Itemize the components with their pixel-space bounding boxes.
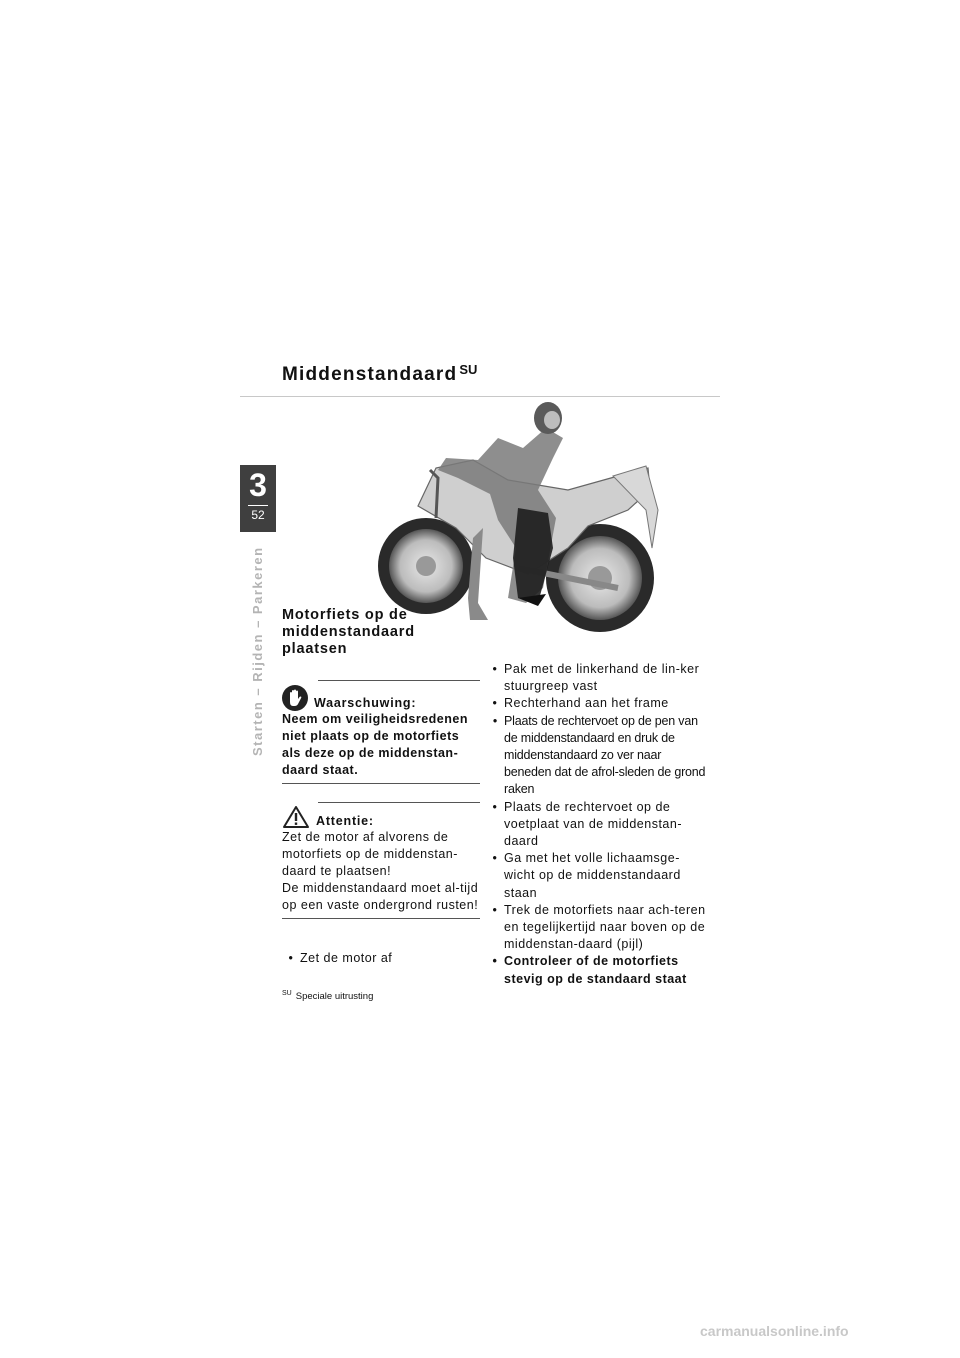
warning-text: Neem om veiligheidsredenen niet plaats op de motorfiets als deze op de middenstan-daard staat. xyxy=(282,712,468,777)
chapter-divider xyxy=(248,505,268,506)
warning-box xyxy=(282,680,480,784)
step-text: Rechterhand aan het frame xyxy=(504,696,669,711)
step-text: Plaats de rechtervoet op de voetplaat van de middenstan-daard xyxy=(504,799,682,849)
bullet: • xyxy=(288,951,294,965)
bullet: • xyxy=(492,799,498,814)
bullet: • xyxy=(492,696,498,711)
list-item xyxy=(486,902,706,954)
list-item xyxy=(486,713,706,799)
left-step-text: Zet de motor af xyxy=(300,951,393,965)
step-text: Plaats de rechtervoet op de pen van de middenstandaard en druk de middenstandaard zo ver naar beneden dat de afrol-sleden de grond raken xyxy=(504,713,706,797)
bullet: • xyxy=(492,902,498,917)
attention-top-rule xyxy=(318,802,480,803)
bullet: • xyxy=(492,713,498,728)
steps-list xyxy=(486,661,706,988)
list-item xyxy=(486,850,706,902)
page-title-suffix: SU xyxy=(459,362,478,377)
footnote-mark: SU xyxy=(282,990,292,997)
page-title xyxy=(282,362,477,386)
chapter-side-label: Starten – Rijden – Parkeren xyxy=(250,546,265,756)
left-step-item xyxy=(282,951,392,965)
stop-hand-icon xyxy=(282,685,308,711)
list-item xyxy=(486,799,706,851)
page-number: 52 xyxy=(251,508,265,522)
warning-top-rule xyxy=(318,680,480,681)
page-title-text: Middenstandaard xyxy=(282,364,458,385)
bullet: • xyxy=(492,662,498,676)
watermark: carmanualsonline.info xyxy=(700,1323,849,1339)
motorcycle-stand-illustration xyxy=(378,398,680,635)
attention-label: Attentie: xyxy=(316,814,374,828)
step-text: Trek de motorfiets naar ach-teren en tegelijkertijd naar boven op de middenstan-daard (pijl) xyxy=(504,902,706,952)
title-divider xyxy=(240,396,720,397)
warning-triangle-icon xyxy=(282,805,310,829)
list-item xyxy=(486,661,706,695)
step-text: Ga met het volle lichaamsge-wicht op de middenstandaard staan xyxy=(504,851,681,900)
bullet: • xyxy=(492,851,498,866)
section-heading: Motorfiets op de middenstandaard plaatsen xyxy=(282,607,415,657)
attention-line-2: De middenstandaard moet al-tijd op een vaste ondergrond rusten! xyxy=(282,881,479,912)
attention-box xyxy=(282,802,480,919)
footnote xyxy=(282,990,373,1002)
footnote-text: Speciale uitrusting xyxy=(295,991,374,1003)
attention-bottom-rule xyxy=(282,918,480,919)
step-text: Pak met de linkerhand de lin-ker stuurgreep vast xyxy=(504,662,700,694)
warning-bottom-rule xyxy=(282,783,480,784)
attention-line-1: Zet de motor af alvorens de motorfiets op de middenstan-daard te plaatsen! xyxy=(282,830,458,878)
chapter-number: 3 xyxy=(249,467,267,503)
warning-label: Waarschuwing: xyxy=(314,696,417,710)
step-text: Controleer of de motorfiets stevig op de standaard staat xyxy=(504,954,687,986)
list-item xyxy=(486,695,706,712)
list-item xyxy=(486,953,706,987)
bullet: • xyxy=(492,954,498,969)
